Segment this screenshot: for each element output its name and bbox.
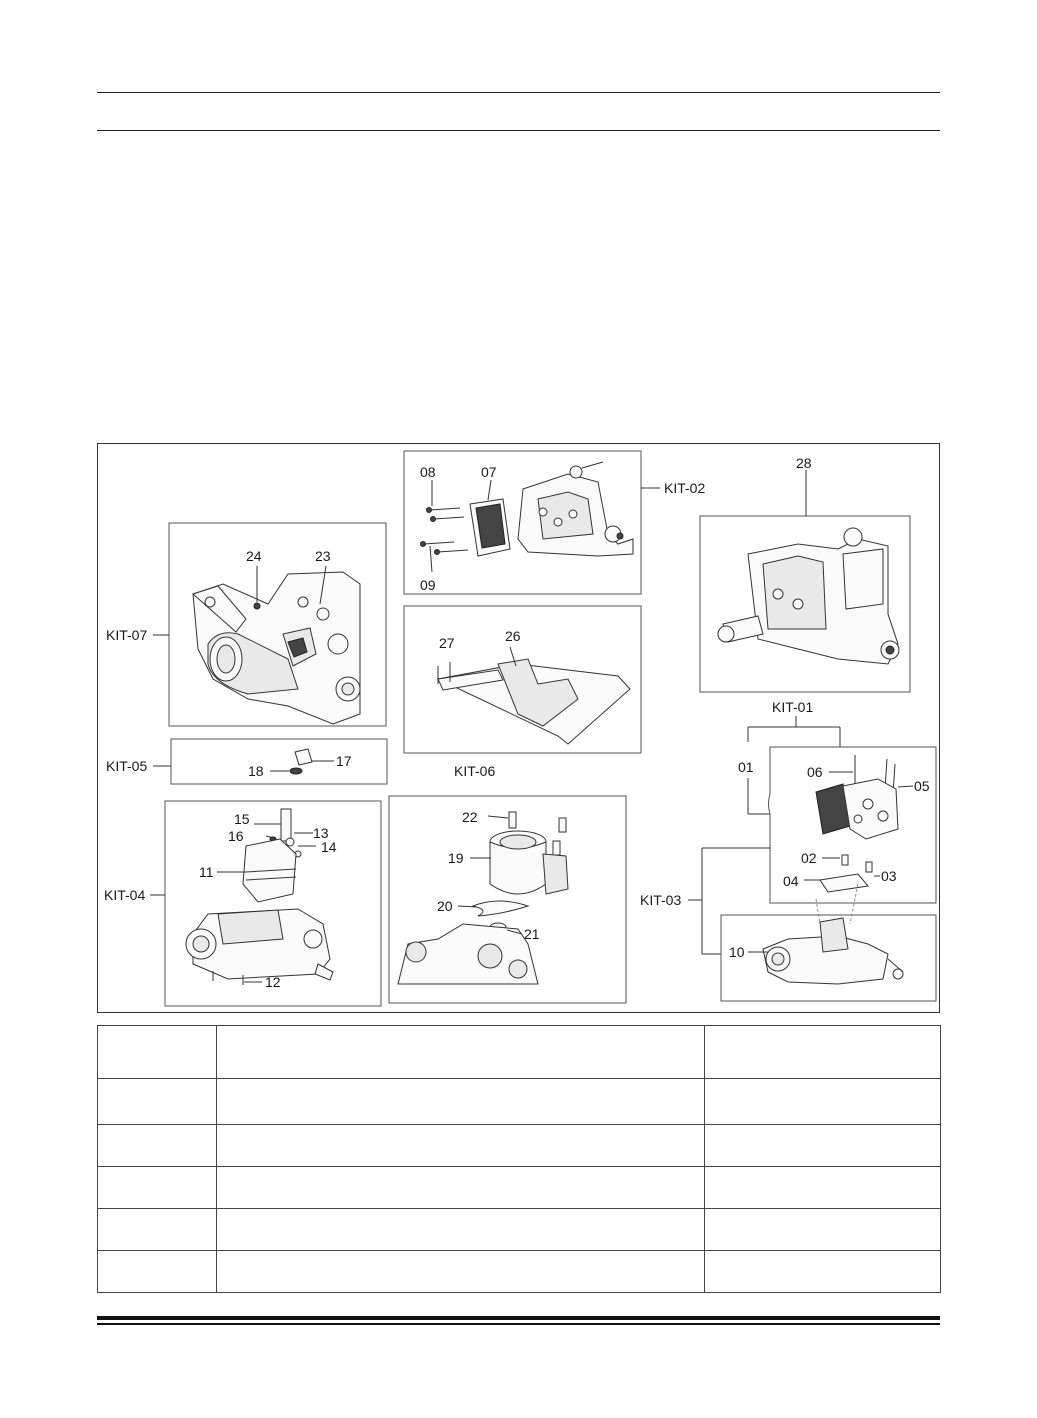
callout-19: 19 bbox=[448, 850, 464, 866]
callout-24: 24 bbox=[246, 548, 262, 564]
table-row bbox=[98, 1167, 941, 1209]
callout-26: 26 bbox=[505, 628, 521, 644]
callout-14: 14 bbox=[321, 839, 337, 855]
callout-18: 18 bbox=[248, 763, 264, 779]
callout-23: 23 bbox=[315, 548, 331, 564]
kit-02-panel bbox=[404, 451, 705, 594]
kit-05-panel bbox=[106, 739, 387, 784]
table-cell bbox=[98, 1209, 217, 1251]
table-cell bbox=[705, 1125, 941, 1167]
table-cell bbox=[98, 1026, 217, 1079]
table-cell bbox=[98, 1251, 217, 1293]
callout-11: 11 bbox=[199, 864, 214, 880]
callout-13: 13 bbox=[313, 825, 329, 841]
callout-07: 07 bbox=[481, 464, 497, 480]
table-cell bbox=[217, 1209, 705, 1251]
callout-12: 12 bbox=[265, 974, 281, 990]
callout-09: 09 bbox=[420, 577, 436, 593]
callout-05: 05 bbox=[914, 778, 930, 794]
assembly-28-panel bbox=[700, 455, 910, 692]
table-cell bbox=[98, 1079, 217, 1125]
callout-20: 20 bbox=[437, 898, 453, 914]
kit-07-label: KIT-07 bbox=[106, 627, 148, 643]
table-cell bbox=[217, 1079, 705, 1125]
callout-10: 10 bbox=[729, 944, 745, 960]
table-row bbox=[98, 1125, 941, 1167]
table-cell bbox=[705, 1079, 941, 1125]
kit-05-label: KIT-05 bbox=[106, 758, 148, 774]
footer-rule-thick bbox=[97, 1316, 940, 1320]
callout-03: 03 bbox=[881, 868, 897, 884]
table-cell bbox=[217, 1026, 705, 1079]
table-cell bbox=[217, 1125, 705, 1167]
kit-07-panel bbox=[106, 523, 386, 726]
callout-08: 08 bbox=[420, 464, 436, 480]
kit-04-panel bbox=[104, 801, 381, 1006]
kit-01-kit-03-panel bbox=[640, 699, 936, 1001]
table-row bbox=[98, 1209, 941, 1251]
exploded-parts-diagram bbox=[97, 443, 940, 1013]
callout-21: 21 bbox=[524, 926, 540, 942]
kit-06-label: KIT-06 bbox=[454, 763, 496, 779]
callout-28: 28 bbox=[796, 455, 812, 471]
callout-27: 27 bbox=[439, 635, 455, 651]
callout-17: 17 bbox=[336, 753, 352, 769]
kit-03-label: KIT-03 bbox=[640, 892, 682, 908]
kit-01-label: KIT-01 bbox=[772, 699, 814, 715]
table-cell bbox=[705, 1251, 941, 1293]
table-cell bbox=[705, 1167, 941, 1209]
kit-02-label: KIT-02 bbox=[664, 480, 706, 496]
callout-06: 06 bbox=[807, 764, 823, 780]
callout-02: 02 bbox=[801, 850, 817, 866]
table-cell bbox=[705, 1209, 941, 1251]
rack-panel bbox=[404, 606, 641, 753]
table-cell bbox=[98, 1125, 217, 1167]
callout-04: 04 bbox=[783, 873, 799, 889]
kit-06-panel bbox=[389, 763, 626, 1003]
table-cell bbox=[705, 1026, 941, 1079]
footer-rule-thin bbox=[97, 1323, 940, 1325]
table-row bbox=[98, 1026, 941, 1079]
table-cell bbox=[217, 1251, 705, 1293]
table-row bbox=[98, 1079, 941, 1125]
table-cell bbox=[98, 1167, 217, 1209]
table-row bbox=[98, 1251, 941, 1293]
callout-22: 22 bbox=[462, 809, 478, 825]
table-cell bbox=[217, 1167, 705, 1209]
callout-15: 15 bbox=[234, 811, 250, 827]
callout-01: 01 bbox=[738, 759, 754, 775]
header-rule-top bbox=[97, 92, 940, 93]
callout-16: 16 bbox=[228, 828, 244, 844]
parts-table bbox=[97, 1025, 941, 1293]
kit-04-label: KIT-04 bbox=[104, 887, 146, 903]
header-rule-bottom bbox=[97, 130, 940, 131]
